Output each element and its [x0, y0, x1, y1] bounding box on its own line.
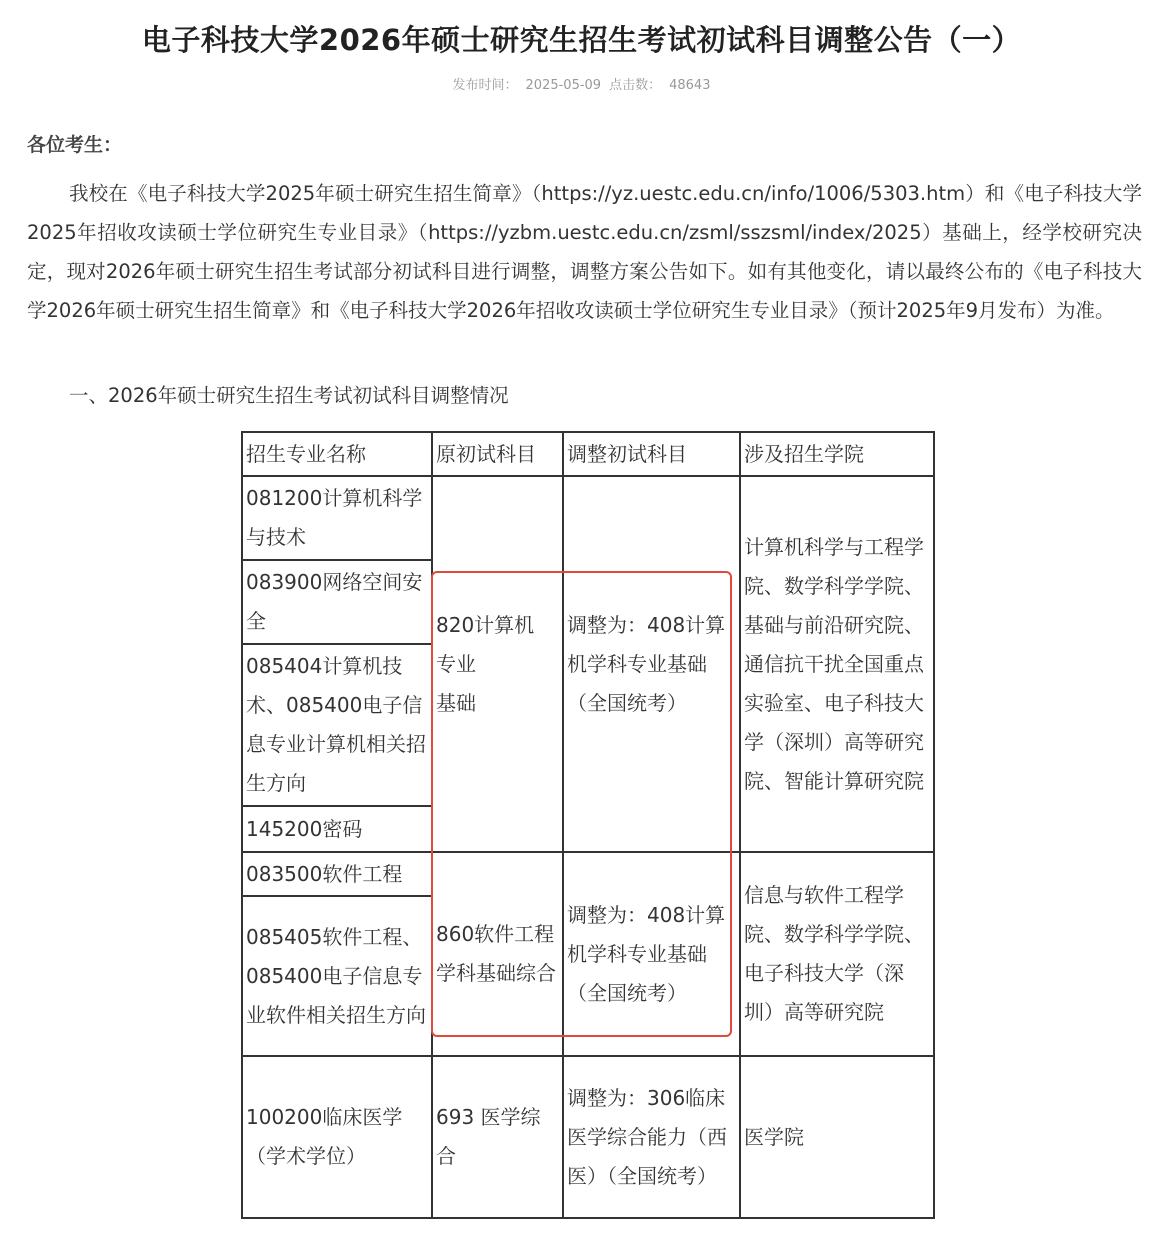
adjusted-subject-cell: 调整为：408计算机学科专业基础（全国统考） — [563, 852, 740, 1056]
major-cell: 083500软件工程 — [242, 852, 432, 896]
major-cell: 083900网络空间安全 — [242, 560, 432, 644]
adjustment-table — [241, 431, 935, 1219]
original-subject-cell: 693 医学综合 — [432, 1056, 563, 1218]
table-row — [242, 852, 934, 896]
original-subject-cell: 860软件工程学科基础综合 — [432, 852, 563, 1056]
click-count: 48643 — [669, 78, 711, 93]
major-cell: 100200临床医学（学术学位） — [242, 1056, 432, 1218]
page-title: 电子科技大学2026年硕士研究生招生考试初试科目调整公告（一） — [141, 23, 1022, 57]
original-subject-cell: 820计算机 专业 基础 — [432, 476, 563, 852]
college-cell: 计算机科学与工程学院、数学科学学院、基础与前沿研究院、通信抗干扰全国重点实验室、电子科技大学（深圳）高等研究院、智能计算研究院 — [740, 476, 934, 852]
header-cell: 招生专业名称 — [242, 432, 432, 476]
major-cell: 081200计算机科学与技术 — [242, 476, 432, 560]
college-cell: 医学院 — [740, 1056, 934, 1218]
header-cell: 原初试科目 — [432, 432, 563, 476]
major-cell: 085405软件工程、085400电子信息专业软件相关招生方向 — [242, 896, 432, 1056]
major-cell: 145200密码 — [242, 806, 432, 852]
header-cell: 涉及招生学院 — [740, 432, 934, 476]
section-heading: 一、2026年硕士研究生招生考试初试科目调整情况 — [69, 384, 509, 407]
intro-paragraph: 我校在《电子科技大学2025年硕士研究生招生简章》（https://yz.uestc.edu.cn/info/1006/5303.htm）和《电子科技大学2025年招收攻读硕士学位研究生专业目录》（https://yzbm.uestc.edu.cn/zsml/sszsml/index/2025）基础上，经学校研究决定，现对2026年硕士研究生招生考试部分初试科目进行调整，调整方案公告如下。如有其他变化，请以最终公布的《电子科技大学2026年硕士研究生招生简章》和《电子科技大学2026年招收攻读硕士学位研究生专业目录》（预计2025年9月发布）为准。 — [27, 182, 1142, 322]
college-cell: 信息与软件工程学院、数学科学学院、电子科技大学（深圳）高等研究院 — [740, 852, 934, 1056]
article-meta — [0, 74, 1163, 93]
table-row — [242, 1056, 934, 1218]
table-header-row — [242, 432, 934, 476]
publish-date: 2025-05-09 — [525, 78, 602, 93]
adjusted-subject-cell: 调整为：408计算机学科专业基础（全国统考） — [563, 476, 740, 852]
major-cell: 085404计算机技术、085400电子信息专业计算机相关招生方向 — [242, 644, 432, 806]
publish-label: 发布时间： — [452, 78, 518, 93]
header-cell: 调整初试科目 — [563, 432, 740, 476]
table-row — [242, 476, 934, 560]
clicks-label: 点击数： — [609, 78, 662, 93]
greeting: 各位考生： — [27, 134, 123, 156]
adjusted-subject-cell: 调整为：306临床医学综合能力（西医）（全国统考） — [563, 1056, 740, 1218]
